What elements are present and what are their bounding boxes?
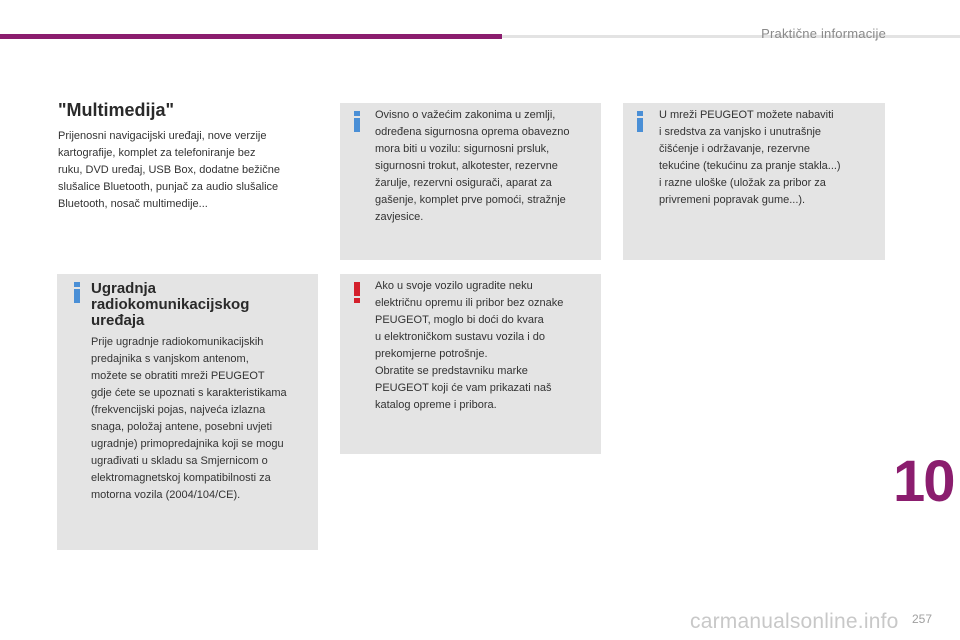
heading-line: uređaja: [91, 312, 145, 329]
text-line: slušalice Bluetooth, punjač za audio slušalice: [58, 181, 279, 193]
text-line: Bluetooth, nosač multimedije...: [58, 198, 208, 210]
text-line: predajnika s vanjskom antenom,: [91, 353, 249, 365]
network-info-box: [623, 103, 885, 260]
text-line: mora biti u vozilu: sigurnosni prsluk,: [375, 143, 550, 155]
page-number: 257: [912, 612, 933, 626]
text-line: gašenje, komplet prve pomoći, stražnje: [375, 194, 566, 206]
section-title: Praktične informacije: [761, 26, 886, 41]
radio-box-heading: [91, 281, 249, 329]
text-line: PEUGEOT koji će vam prikazati naš: [375, 382, 552, 394]
heading-line: radiokomunikacijskog: [91, 296, 250, 313]
text-line: ugrađivati u skladu sa Smjernicom o: [91, 455, 268, 467]
warning-box: [340, 274, 601, 454]
header-accent-bar: [0, 34, 502, 39]
text-line: Prijenosni navigacijski uređaji, nove verzije: [58, 130, 267, 142]
radio-box-text: [91, 334, 316, 504]
text-line: možete se obratiti mreži PEUGEOT: [91, 370, 265, 382]
header-divider: [502, 35, 960, 38]
text-line: ruku, DVD uređaj, USB Box, dodatne bežične: [58, 164, 280, 176]
text-line: elektromagnetskoj kompatibilnosti za: [91, 472, 271, 484]
text-line: Ovisno o važećim zakonima u zemlji,: [375, 109, 556, 121]
text-line: Prije ugradnje radiokomunikacijskih: [91, 336, 264, 348]
text-line: određena sigurnosna oprema obavezno: [375, 126, 570, 138]
radio-info-box: [57, 274, 318, 550]
watermark: carmanualsonline.info: [690, 610, 899, 633]
text-line: ugradnje) primopredajnika koji se mogu: [91, 438, 284, 450]
text-line: i razne uloške (uložak za pribor za: [659, 177, 826, 189]
text-line: sigurnosni trokut, alkotester, rezervne: [375, 160, 558, 172]
text-line: katalog opreme i pribora.: [375, 399, 497, 411]
text-line: Ako u svoje vozilo ugradite neku: [375, 280, 533, 292]
text-line: žarulje, rezervni osigurači, aparat za: [375, 177, 552, 189]
multimedia-text: [58, 128, 314, 213]
text-line: Obratite se predstavniku marke: [375, 365, 528, 377]
text-line: U mreži PEUGEOT možete nabaviti: [659, 109, 834, 121]
text-line: u elektroničkom sustavu vozila i do: [375, 331, 545, 343]
text-line: privremeni popravak gume...).: [659, 194, 806, 206]
text-line: zavjesice.: [375, 211, 424, 223]
text-line: motorna vozila (2004/104/CE).: [91, 489, 241, 501]
text-line: PEUGEOT, moglo bi doći do kvara: [375, 314, 544, 326]
legal-box-text: [375, 107, 601, 226]
text-line: i sredstva za vanjsko i unutrašnje: [659, 126, 822, 138]
multimedia-heading: "Multimedija": [58, 100, 175, 120]
text-line: kartografije, komplet za telefoniranje bez: [58, 147, 256, 159]
chapter-number: 10: [893, 449, 954, 514]
text-line: čišćenje i održavanje, rezervne: [659, 143, 811, 155]
text-line: gdje ćete se upoznati s karakteristikama: [91, 387, 287, 399]
warning-box-text: [375, 278, 601, 414]
text-line: (frekvencijski pojas, najveća izlazna: [91, 404, 266, 416]
heading-line: Ugradnja: [91, 280, 157, 297]
legal-equipment-box: [340, 103, 601, 260]
network-box-text: [659, 107, 885, 209]
text-line: prekomjerne potrošnje.: [375, 348, 488, 360]
text-line: električnu opremu ili pribor bez oznake: [375, 297, 564, 309]
text-line: snaga, položaj antene, posebni uvjeti: [91, 421, 273, 433]
text-line: tekućine (tekućinu za pranje stakla...): [659, 160, 841, 172]
